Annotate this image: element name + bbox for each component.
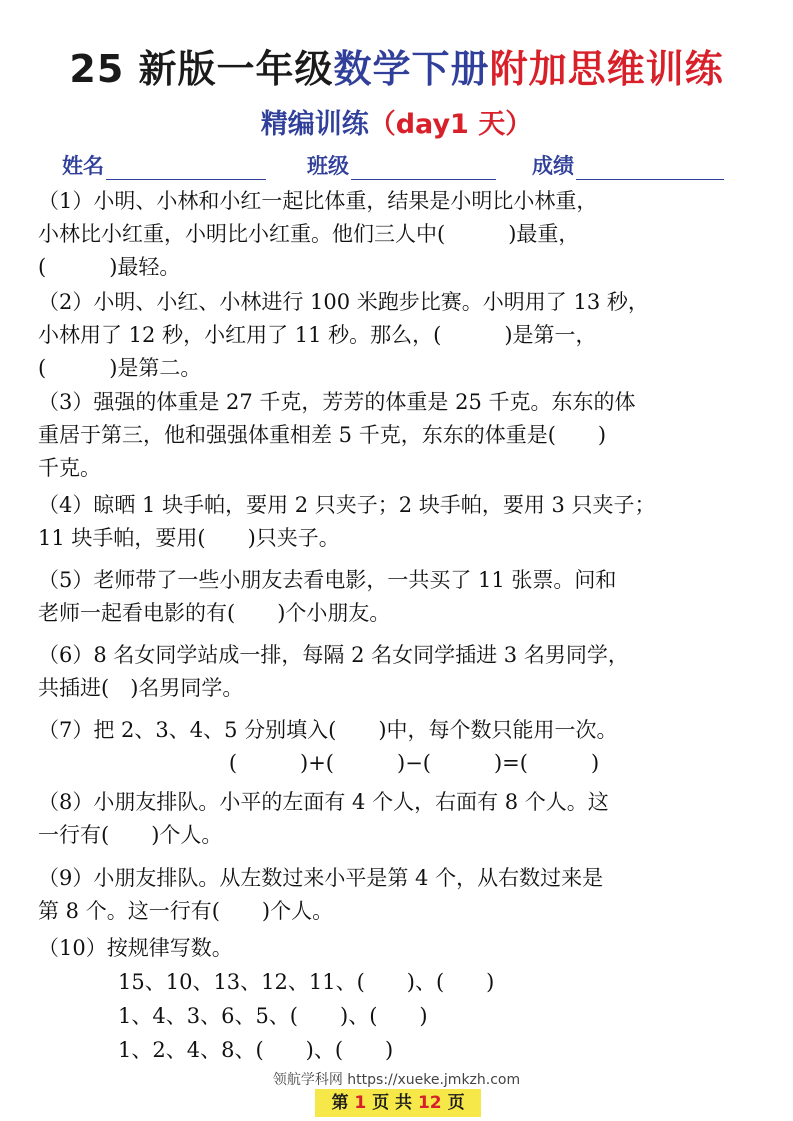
footer-source-url: 领航学科网 https://xueke.jmkzh.com (272, 1072, 521, 1088)
question-8 (38, 786, 760, 852)
question-line: 共插进( )名男同学。 (38, 676, 244, 700)
sequence-row: 15、10、13、12、11、( )、( ) (118, 970, 495, 994)
question-line: （3）强强的体重是 27 千克，芳芳的体重是 25 千克。东东的体 (38, 390, 636, 414)
question-4 (38, 489, 760, 555)
question-line: 重居于第三，他和强强体重相差 5 千克，东东的体重是( ) (38, 423, 607, 447)
question-line: ( )是第二。 (38, 356, 202, 380)
question-line: （10）按规律写数。 (38, 936, 233, 960)
class-field (307, 150, 496, 180)
score-field (532, 150, 724, 180)
page-subtitle (0, 102, 793, 141)
subtitle-day: day1 天 (395, 109, 506, 140)
question-line: （5）老师带了一些小朋友去看电影，一共买了 11 张票。问和 (38, 568, 617, 592)
question-5 (38, 564, 760, 630)
question-line: 小林比小红重，小明比小红重。他们三人中( )最重， (38, 222, 580, 246)
question-line: 第 8 个。这一行有( )个人。 (38, 899, 334, 923)
question-10 (38, 932, 760, 965)
page-total: 12 (417, 1093, 442, 1113)
name-field (62, 150, 266, 180)
question-line: 一行有( )个人。 (38, 823, 223, 847)
question-line: 千克。 (38, 456, 101, 480)
sequence-row: 1、4、3、6、5、( )、( ) (118, 1004, 428, 1028)
question-line: （7）把 2、3、4、5 分别填入( )中，每个数只能用一次。 (38, 718, 618, 742)
question-line: （9）小朋友排队。从左数过来小平是第 4 个，从右数过来是 (38, 866, 604, 890)
name-label: 姓名 (62, 154, 104, 178)
subtitle-main: 精编训练 (260, 109, 369, 140)
question-2 (38, 286, 760, 385)
question-1 (38, 185, 760, 284)
question-line: （6）8 名女同学站成一排，每隔 2 名女同学插进 3 名男同学， (38, 643, 629, 667)
question-line: （4）晾晒 1 块手帕，要用 2 只夹子；2 块手帕，要用 3 只夹子； (38, 493, 656, 517)
title-part-2: 数学下册 (333, 47, 490, 91)
page-suffix: 页 (447, 1093, 465, 1113)
student-info-row (62, 150, 762, 180)
score-label: 成绩 (532, 154, 574, 178)
name-blank[interactable] (106, 157, 266, 180)
question-6 (38, 639, 760, 705)
question-line: 小林用了 12 秒，小红用了 11 秒。那么，( )是第一， (38, 323, 597, 347)
score-blank[interactable] (576, 157, 724, 180)
question-line: ( )最轻。 (38, 255, 181, 279)
page-middle: 页 共 (372, 1093, 413, 1113)
question-line: 11 块手帕，要用( )只夹子。 (38, 526, 340, 550)
question-7 (38, 714, 760, 780)
question-line: （8）小朋友排队。小平的左面有 4 个人，右面有 8 个人。这 (38, 790, 609, 814)
question-formula: ( )+( )−( )=( ) (228, 751, 600, 775)
page-current: 1 (354, 1093, 367, 1113)
page-prefix: 第 (331, 1093, 349, 1113)
question-line: （2）小明、小红、小林进行 100 米跑步比赛。小明用了 13 秒， (38, 290, 649, 314)
page-title (0, 38, 793, 93)
sequence-row: 1、2、4、8、( )、( ) (118, 1038, 394, 1062)
question-3 (38, 386, 760, 485)
page-number-badge (315, 1089, 481, 1117)
class-blank[interactable] (351, 157, 496, 180)
class-label: 班级 (307, 154, 349, 178)
subtitle-open-paren: （ (368, 109, 396, 140)
question-9 (38, 862, 760, 928)
question-line: 老师一起看电影的有( )个小朋友。 (38, 601, 391, 625)
question-line: （1）小明、小林和小红一起比体重，结果是小明比小林重， (38, 189, 598, 213)
subtitle-close-paren: ） (505, 109, 533, 140)
title-part-3: 附加思维训练 (489, 47, 724, 91)
title-part-1: 25 新版一年级 (69, 47, 334, 91)
